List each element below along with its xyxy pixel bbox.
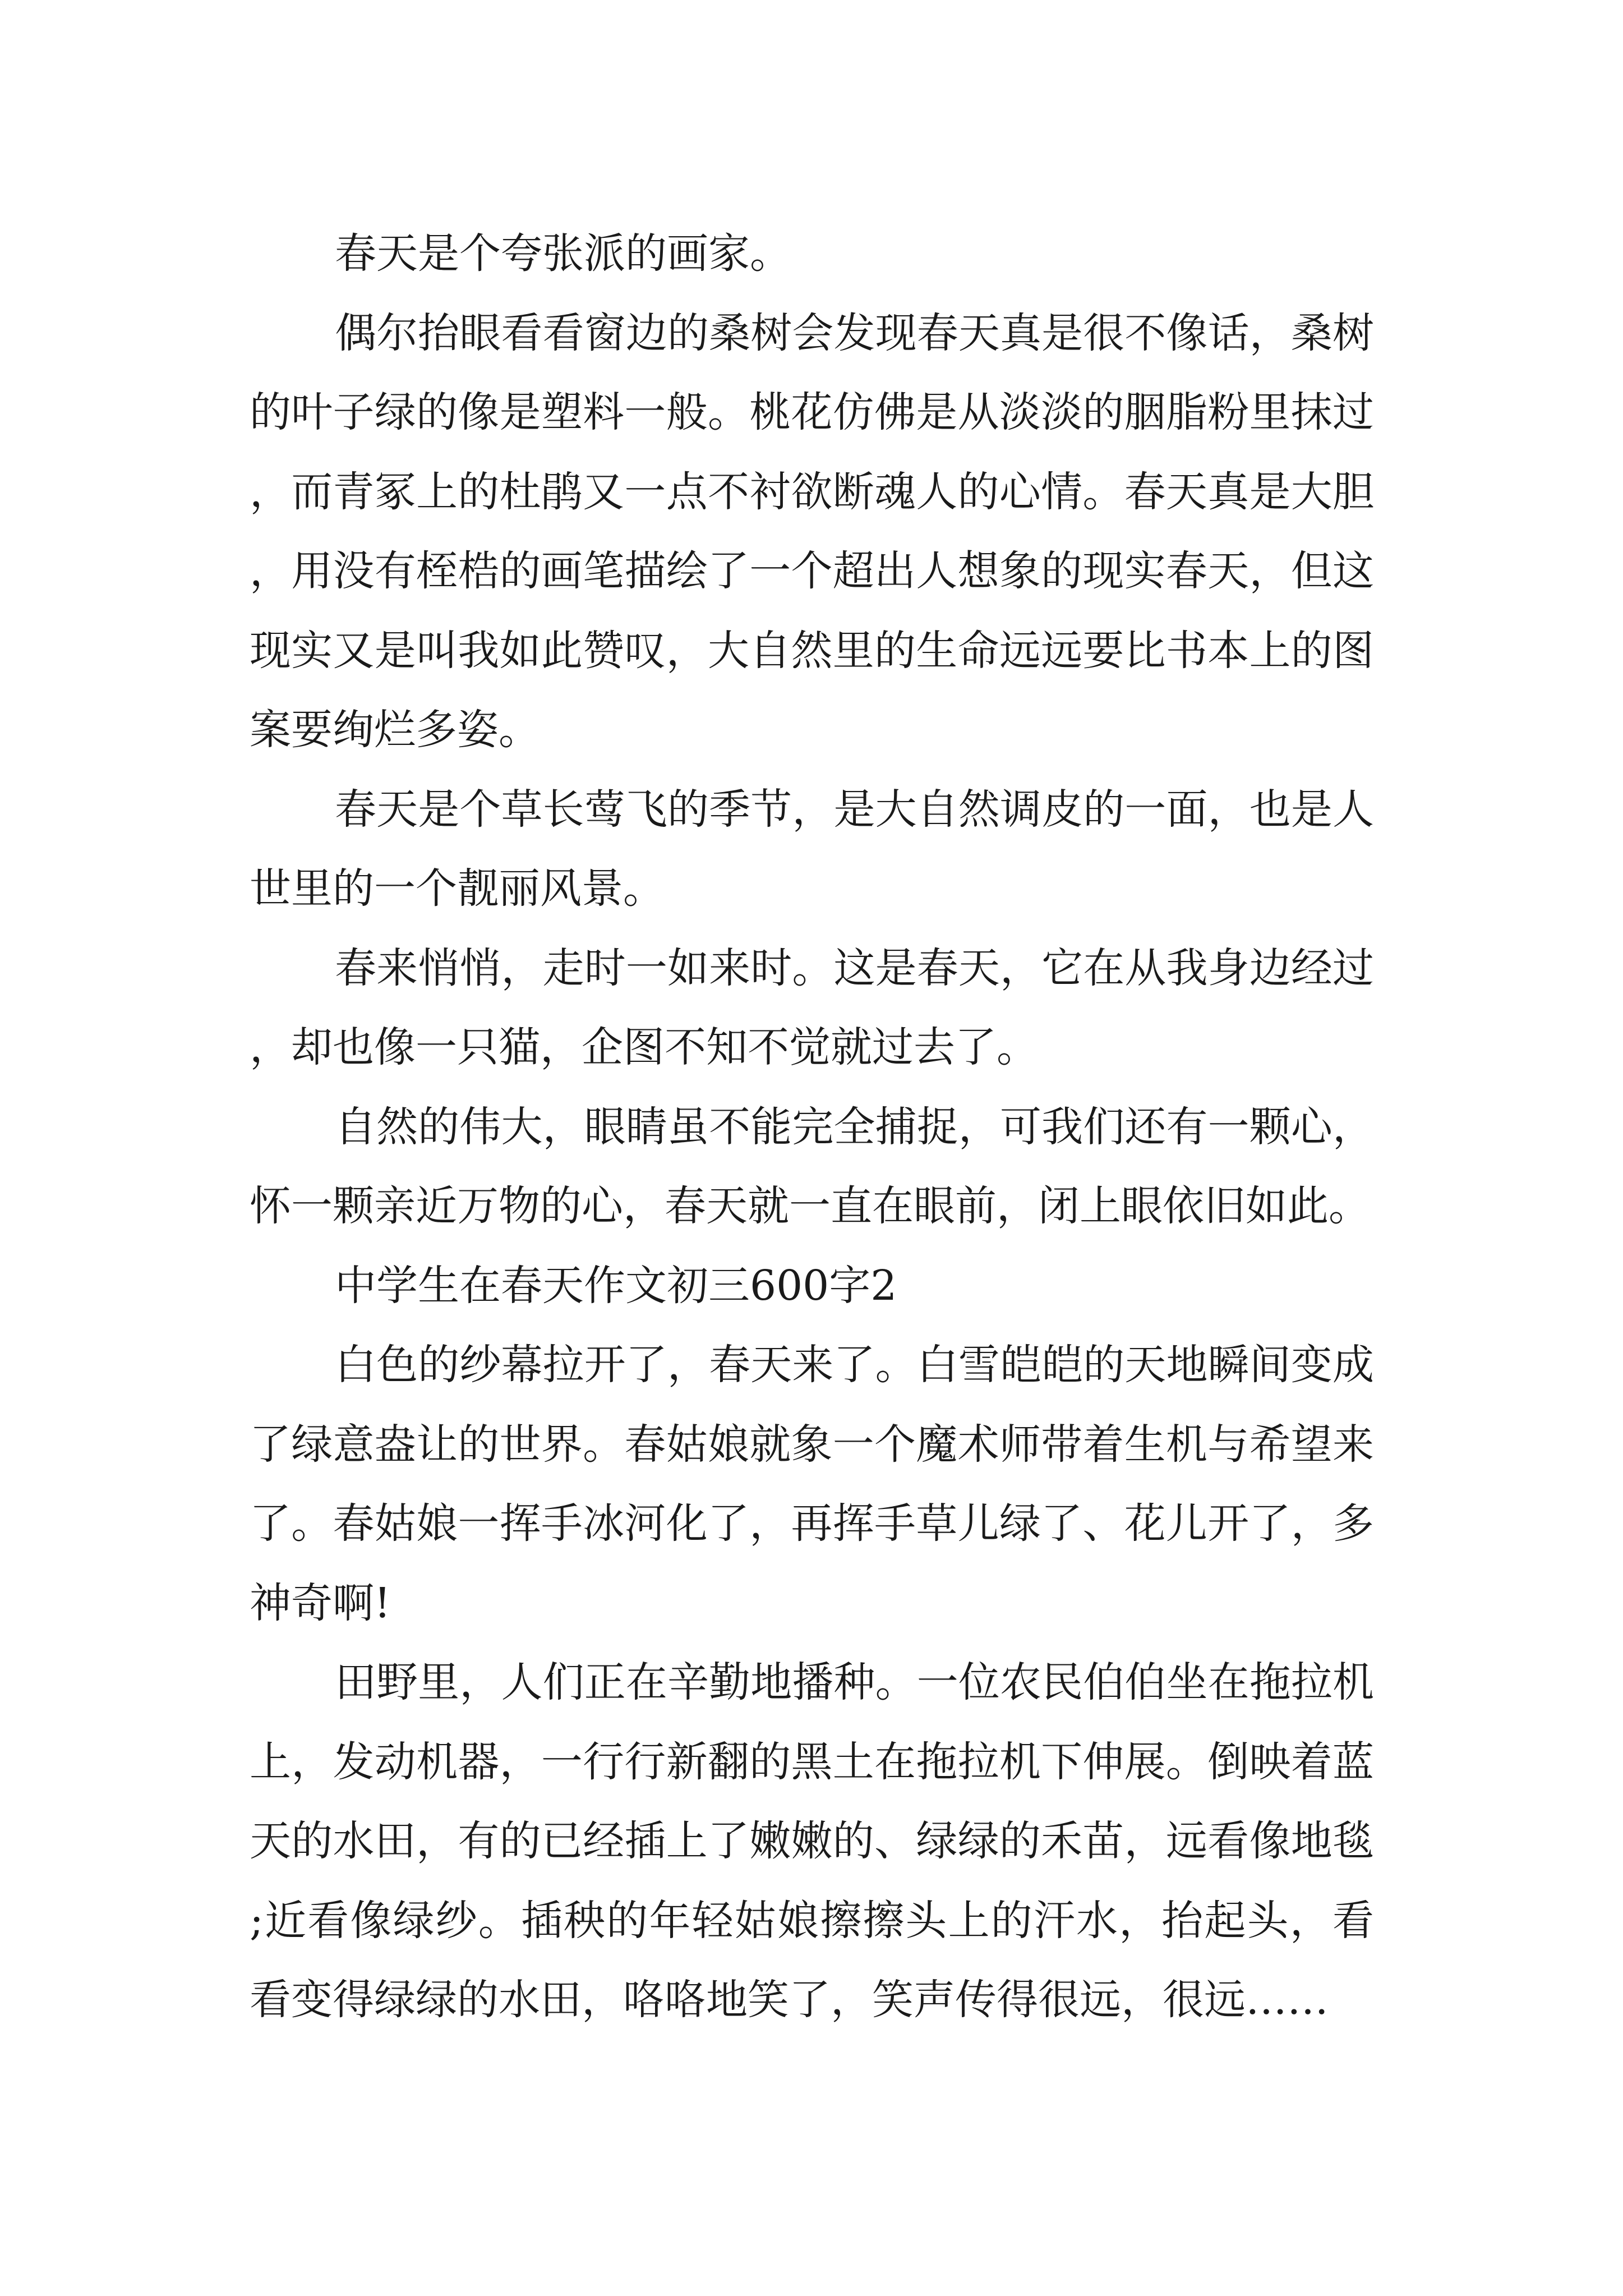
paragraph-1: 春天是个夸张派的画家。 — [335, 229, 791, 278]
document-body — [250, 214, 1374, 2040]
paragraph-2: 偶尔抬眼看看窗边的桑树会发现春天真是很不像话，桑树的叶子绿的像是塑料一般。桃花仿佛是从淡淡的胭脂粉里抹过，而青冢上的杜鹃又一点不衬欲断魂人的心情。春天真是大胆，用没有桎梏的画笔描绘了一个超出人想象的现实春天，但这现实又是叫我如此赞叹，大自然里的生命远远要比书本上的图案要绚烂多姿。 — [250, 309, 1374, 754]
paragraph-3: 春天是个草长莺飞的季节，是大自然调皮的一面，也是人世里的一个靓丽风景。 — [250, 785, 1374, 913]
section-heading: 中学生在春天作文初三600字2 — [335, 1261, 897, 1310]
paragraph-4: 春来悄悄，走时一如来时。这是春天，它在从我身边经过，却也像一只猫，企图不知不觉就过去了。 — [250, 944, 1374, 1071]
paragraph-5: 自然的伟大，眼睛虽不能完全捕捉，可我们还有一颗心，怀一颗亲近万物的心，春天就一直在眼前，闭上眼依旧如此。 — [250, 1102, 1374, 1230]
paragraph-6: 白色的纱幕拉开了，春天来了。白雪皑皑的天地瞬间变成了绿意盎让的世界。春姑娘就象一个魔术师带着生机与希望来了。春姑娘一挥手冰河化了，再挥手草儿绿了、花儿开了，多神奇啊! — [250, 1341, 1374, 1627]
paragraph-7: 田野里，人们正在辛勤地播种。一位农民伯伯坐在拖拉机上，发动机器，一行行新翻的黑土在拖拉机下伸展。倒映着蓝天的水田，有的已经插上了嫩嫩的、绿绿的禾苗，远看像地毯;近看像绿纱。插秧的年轻姑娘擦擦头上的汗水，抬起头，看看变得绿绿的水田，咯咯地笑了，笑声传得很远，很远…… — [250, 1658, 1374, 2024]
